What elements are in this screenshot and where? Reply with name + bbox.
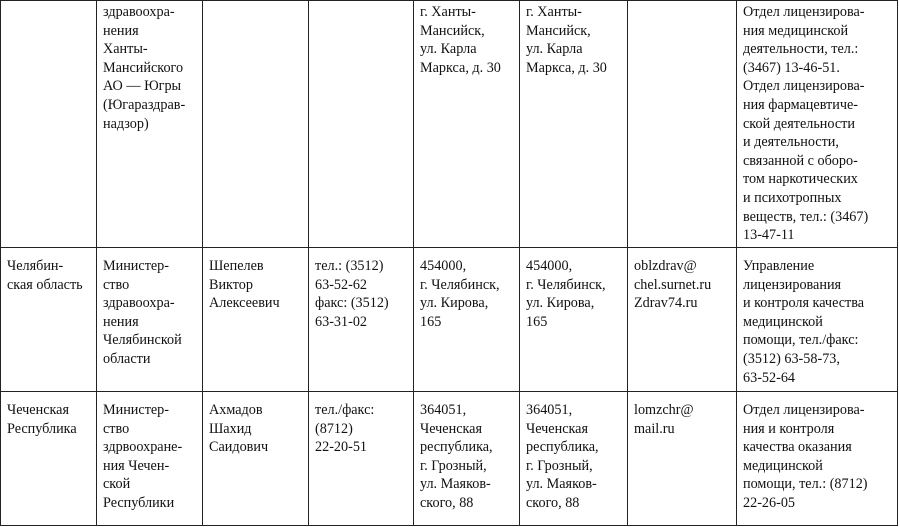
licensing-department-cell: Отдел лицензирова- ния и контроля качества оказания медицинской помощи, тел.: (8712) 22-26-05 — [737, 392, 898, 526]
ministry-cell: Министер- ство здрвоохране- ния Чечен- ской Республики — [97, 392, 203, 526]
region-cell: Чеченская Республика — [1, 392, 97, 526]
head-name-cell: Шепелев Виктор Алексеевич — [203, 248, 309, 392]
postal-address-cell: г. Ханты- Мансийск, ул. Карла Маркса, д. 30 — [520, 1, 628, 248]
table-row-chelyabinsk — [1, 248, 898, 392]
region-cell — [1, 1, 97, 248]
email-cell — [628, 1, 737, 248]
region-cell: Челябин- ская область — [1, 248, 97, 392]
table-row-chechnya — [1, 392, 898, 526]
licensing-department-cell: Управление лицензирования и контроля качества медицинской помощи, тел./факс: (3512) 63-58-73, 63-52-64 — [737, 248, 898, 392]
email-cell: lomzchr@ mail.ru — [628, 392, 737, 526]
legal-address-cell: г. Ханты- Мансийск, ул. Карла Маркса, д. 30 — [414, 1, 520, 248]
head-name-cell — [203, 1, 309, 248]
table-row-khmao-continued — [1, 1, 898, 248]
postal-address-cell: 454000, г. Челябинск, ул. Кирова, 165 — [520, 248, 628, 392]
head-name-cell: Ахмадов Шахид Саидович — [203, 392, 309, 526]
phone-cell: тел./факс: (8712) 22-20-51 — [309, 392, 414, 526]
legal-address-cell: 454000, г. Челябинск, ул. Кирова, 165 — [414, 248, 520, 392]
postal-address-cell: 364051, Чеченская республика, г. Грозный, ул. Маяков- ского, 88 — [520, 392, 628, 526]
legal-address-cell: 364051, Чеченская республика, г. Грозный, ул. Маяков- ского, 88 — [414, 392, 520, 526]
phone-cell: тел.: (3512) 63-52-62 факс: (3512) 63-31-02 — [309, 248, 414, 392]
ministry-cell: Министер- ство здравоохра- нения Челябинской области — [97, 248, 203, 392]
ministry-cell: здравоохра- нения Ханты- Мансийского АО — Югры (Югараздрав- надзор) — [97, 1, 203, 248]
licensing-department-cell: Отдел лицензирова- ния медицинской деятельности, тел.: (3467) 13-46-51. Отдел лицензирова- ния фармацевтиче- ской деятельности и деятельности, связанной с оборо- том наркотических и психотропных веществ, тел.: (3467) 13-47-11 — [737, 1, 898, 248]
email-cell: oblzdrav@ chel.surnet.ru Zdrav74.ru — [628, 248, 737, 392]
phone-cell — [309, 1, 414, 248]
